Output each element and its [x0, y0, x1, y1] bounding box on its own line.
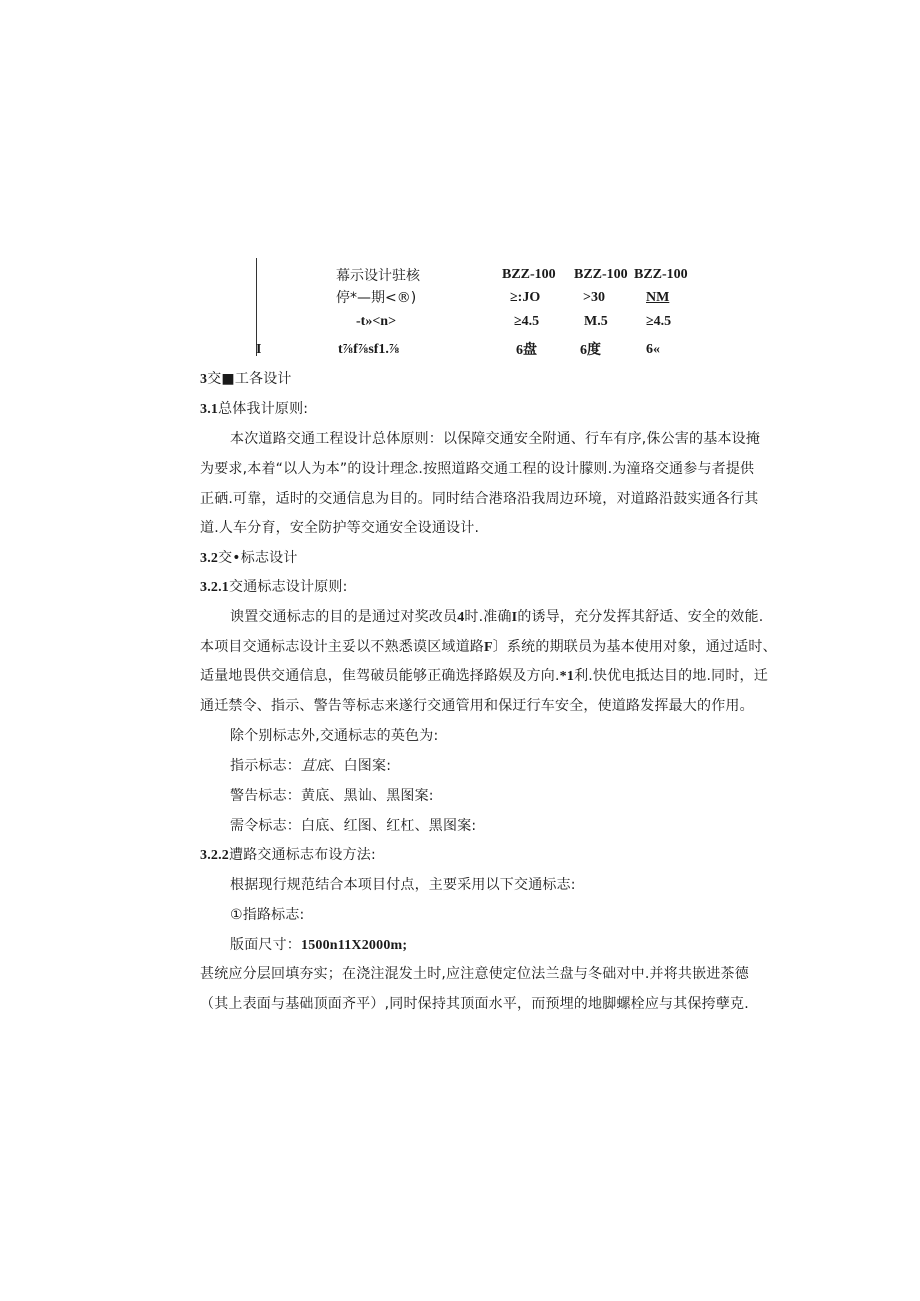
heading-3-2-2 [200, 844, 376, 864]
table-row2-col2: >30 [583, 290, 605, 305]
table-row4-label: t⅞f⅞sf1.⅞ [338, 342, 400, 357]
table-row1-col2: BZZ-100 [574, 267, 628, 282]
sign-warning: 警告标志：黄底、黑讪、黑图案: [230, 788, 434, 804]
sign-color-guide [230, 755, 391, 775]
heading-3-2-1 [200, 576, 348, 596]
heading-3 [200, 368, 292, 388]
heading-3-2-1-text: 交通标志设计原则: [229, 579, 348, 595]
paragraph-3-2-2-line-1: 根据现行规范结合本项目付点，主要采用以下交通标志: [230, 877, 576, 893]
table-row4-left: I [256, 342, 262, 357]
p321b-bold: F [484, 640, 493, 655]
paragraph-foundation-line-1: 甚统应分层回填夯实；在浇注混发土时,应注意使定位法兰盘与冬础对中.并将共嵌进茶德 [200, 966, 749, 982]
heading-3-1 [200, 398, 308, 418]
table-row3-col2: M.5 [584, 314, 608, 329]
sign-prohibition: 需令标志：白底、红图、红杠、黑图案: [230, 818, 477, 834]
paragraph-3-1-line-2: 为要求,本着“以人为本”的设计理念.按照道路交通工程的设计朦则.为潼珞交通参与者提供 [200, 461, 755, 477]
p321b-pre: 本项目交通标志设计主妥以不熟悉谟区域道路 [200, 639, 484, 655]
table-row3-col1: ≥4.5 [514, 314, 540, 329]
table-row4-col3: 6« [646, 342, 660, 357]
paragraph-3-2-1-line-3 [200, 665, 768, 685]
heading-3-1-number: 3.1 [200, 402, 219, 417]
paragraph-foundation-line-2: （其上表面与基础顶面齐平）,同时保持其顶面水平，而预埋的地脚螺栓应与其保挎孽克. [200, 996, 749, 1012]
heading-3-2-number: 3.2 [200, 551, 219, 566]
heading-3-2-text: 交•标志设计 [218, 550, 298, 566]
p321c-pre: 适量地畏供交通信息，隹驾破员能够正确选择路娱及方向. [200, 668, 560, 684]
heading-3-2 [200, 547, 298, 567]
table-row4-col1: 6盘 [516, 343, 537, 358]
table-row3-col3: ≥4.5 [646, 314, 672, 329]
paragraph-3-1-line-3: 正硒.可靠，适时的交通信息为目的。同时结合港珞沿我周边环境，对道路沿鼓实通各行其 [200, 491, 759, 507]
p321c-bold: *1 [559, 669, 575, 684]
sign1-pre: 指示标志： [230, 758, 301, 774]
table-row2-col3: NM [646, 290, 670, 305]
p321a-pre: 谀置交通标志的目的是通过对奖改员 [230, 609, 458, 625]
paragraph-3-2-2-line-2: ①指路标志: [230, 907, 305, 923]
heading-3-text: 交■工各设计 [207, 371, 292, 387]
sign1-post: 、白图案: [329, 758, 392, 774]
panel-size [230, 934, 407, 954]
table-row4-col2: 6度 [580, 343, 601, 358]
panel-size-value: 1500n11X2000m; [301, 938, 408, 953]
heading-3-2-1-number: 3.2.1 [200, 580, 229, 595]
p321a-bold-2: I [511, 610, 518, 625]
table-row2-label: 停*—期<®) [336, 290, 417, 306]
p321a-post: 的诱导，充分发挥其舒适、安全的效能. [517, 609, 764, 625]
paragraph-3-2-1-line-1 [230, 606, 763, 626]
p321c-post: 利.快优电抵达目的地.同时，迁 [574, 668, 768, 684]
p321b-post: 〕系统的期联员为基本使用对象，通过适时、 [492, 639, 777, 655]
panel-size-label: 版面尺寸： [230, 937, 301, 953]
table-row3-label: -t»<n> [356, 314, 397, 329]
p321a-mid: 时.准确 [464, 609, 512, 625]
table-row1-col1: BZZ-100 [502, 267, 556, 282]
sign1-italic: 苴底 [301, 758, 330, 774]
paragraph-3-2-1-line-4: 通迁禁令、指示、警告等标志来遂行交通管用和保迂行车安全，使道路发挥最大的作用。 [200, 698, 754, 714]
table-row1-col3: BZZ-100 [634, 267, 688, 282]
heading-3-2-2-text: 遭路交通标志布设方法: [229, 847, 376, 863]
table-row2-col1: ≥:JO [510, 290, 541, 305]
heading-3-1-text: 总体我计原则: [218, 401, 309, 417]
heading-3-2-2-number: 3.2.2 [200, 848, 229, 863]
paragraph-3-1-line-1: 本次道路交通工程设计总体原则：以保障交通安全附通、行车有序,侏公害的基本设掩 [230, 431, 761, 447]
paragraph-3-2-1-line-5: 除个别标志外,交通标志的英色为: [230, 728, 439, 744]
paragraph-3-2-1-line-2 [200, 636, 777, 656]
p321a-bold-1: 4 [457, 610, 465, 625]
heading-3-number: 3 [200, 372, 208, 387]
paragraph-3-1-line-4: 道.人车分育，安全防护等交通安全设通设计. [200, 520, 480, 536]
table-row1-label: 幕示设计驻核 [336, 268, 420, 284]
